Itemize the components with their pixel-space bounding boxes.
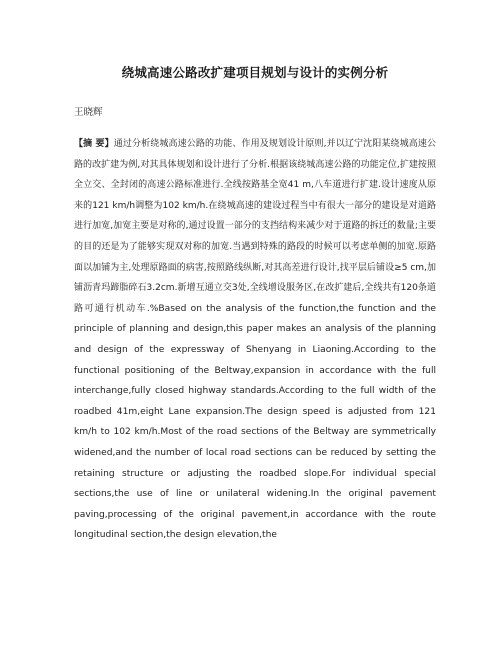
paper-author: 王晓辉	[74, 107, 103, 118]
abstract-chinese-text: 通过分析绕城高速公路的功能、作用及规划设计原则,并以辽宁沈阳某绕城高速公路的改扩建为例,对其具体规划和设计进行了分析.根据该绕城高速公路的功能定位,扩建按照全立交、全封闭的高速公路标准进行.全线按路基全宽41 m,八车道进行扩建.设计速度从原来的121 km/h调整为102 km/h.在绕城高速的建设过程当中有很大一部分的建设是对道路进行加宽,加宽主要是对称的,通过设置一部分的支挡结构来减少对于道路的拆迁的数量;主要的目的还是为了能够实现双对称的加宽.当遇到特殊的路段的时候可以考虑单侧的加宽.原路面以加铺为主,处理原路面的病害,按照路线纵断,对其高差进行设计,找平层后铺设≥5 cm,加铺沥青玛蹄脂碎石3.2cm.新增互通立交3处,全线增设服务区,在改扩建后,全线共有120条道路可通行机动车.	[74, 139, 436, 314]
abstract-english-text: %Based on the analysis of the function,the function and the principle of planning and design,this paper makes an analysis of the planning and design of the expressway of Shenyang in Liaoning.According to the functional positioning of the Beltway,expansion in accordance with the full interchange,fully closed highway standards.According to the full width of the roadbed 41m,eight Lane expansion.The design speed is adjusted from 121 km/h to 102 km/h.Most of the road sections of the Beltway are symmetrically widened,and the number of local road sections can be reduced by setting the retaining structure or adjusting the roadbed slope.For individual special sections,the use of line or unilateral widening.In the original pavement paving,processing of the original pavement,in accordance with the route longitudinal section,the design elevation,the	[74, 303, 436, 541]
paper-title: 绕城高速公路改扩建项目规划与设计的实例分析	[121, 65, 389, 80]
abstract-paragraph	[74, 134, 436, 546]
abstract-label: 【摘 要】	[74, 139, 114, 149]
